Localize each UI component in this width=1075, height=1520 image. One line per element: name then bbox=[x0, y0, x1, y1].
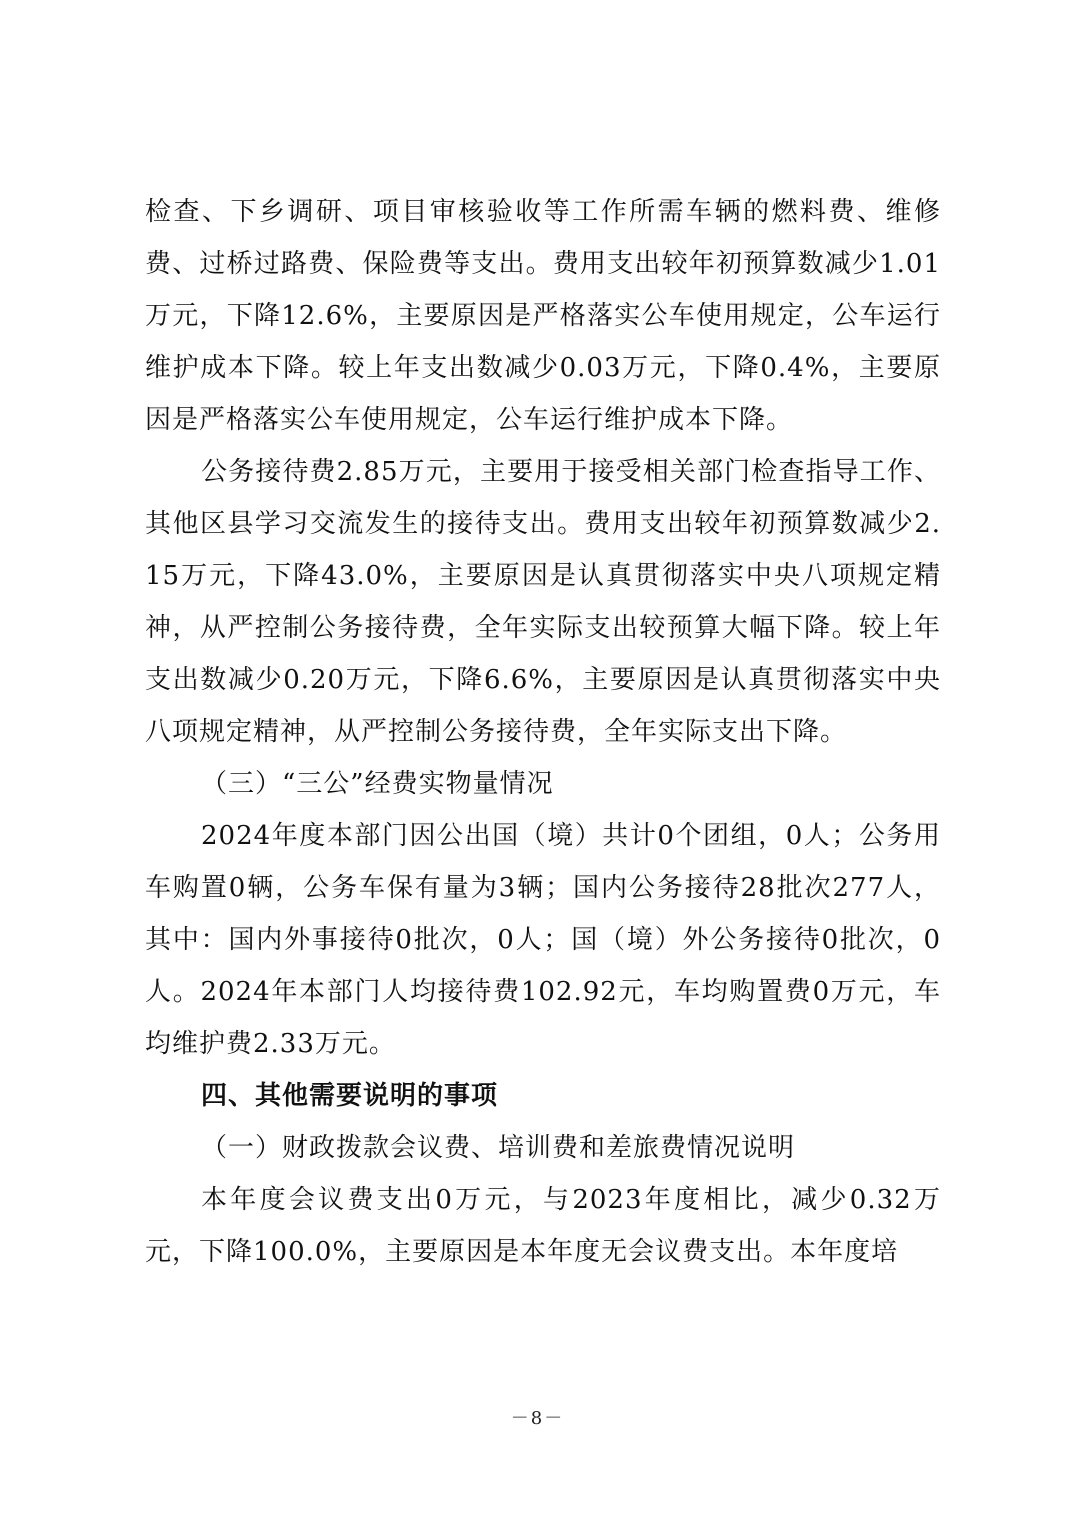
paragraph-physical-quantity: 2024年度本部门因公出国（境）共计0个团组，0人；公务用车购置0辆，公务车保有量为3辆；国内公务接待28批次277人，其中：国内外事接待0批次，0人；国（境）外公务接待0批次，0人。2024年本部门人均接待费102.92元，车均购置费0万元，车均维护费2.33万元。 bbox=[145, 821, 941, 1059]
paragraph-reception-expense: 公务接待费2.85万元，主要用于接受相关部门检查指导工作、其他区县学习交流发生的接待支出。费用支出较年初预算数减少2.15万元，下降43.0%，主要原因是认真贯彻落实中央八项规定精神，从严控制公务接待费，全年实际支出较预算大幅下降。较上年支出数减少0.20万元，下降6.6%，主要原因是认真贯彻落实中央八项规定精神，从严控制公务接待费，全年实际支出下降。 bbox=[145, 457, 941, 747]
page-number: －8－ bbox=[510, 1408, 565, 1429]
section-heading-physical-quantity: （三）“三公”经费实物量情况 bbox=[201, 769, 554, 799]
paragraph-vehicle-maintenance-cont: 检查、下乡调研、项目审核验收等工作所需车辆的燃料费、维修费、过桥过路费、保险费等支出。费用支出较年初预算数减少1.01万元，下降12.6%，主要原因是严格落实公车使用规定，公车运行维护成本下降。较上年支出数减少0.03万元，下降0.4%，主要原因是严格落实公车使用规定，公车运行维护成本下降。 bbox=[145, 197, 941, 435]
document-page bbox=[145, 186, 941, 1278]
subsection-heading-meeting-training-travel: （一）财政拨款会议费、培训费和差旅费情况说明 bbox=[201, 1133, 796, 1163]
section-heading-other-matters: 四、其他需要说明的事项 bbox=[201, 1081, 499, 1111]
paragraph-meeting-expense: 本年度会议费支出0万元，与2023年度相比，减少0.32万元，下降100.0%，主要原因是本年度无会议费支出。本年度培 bbox=[145, 1185, 941, 1267]
